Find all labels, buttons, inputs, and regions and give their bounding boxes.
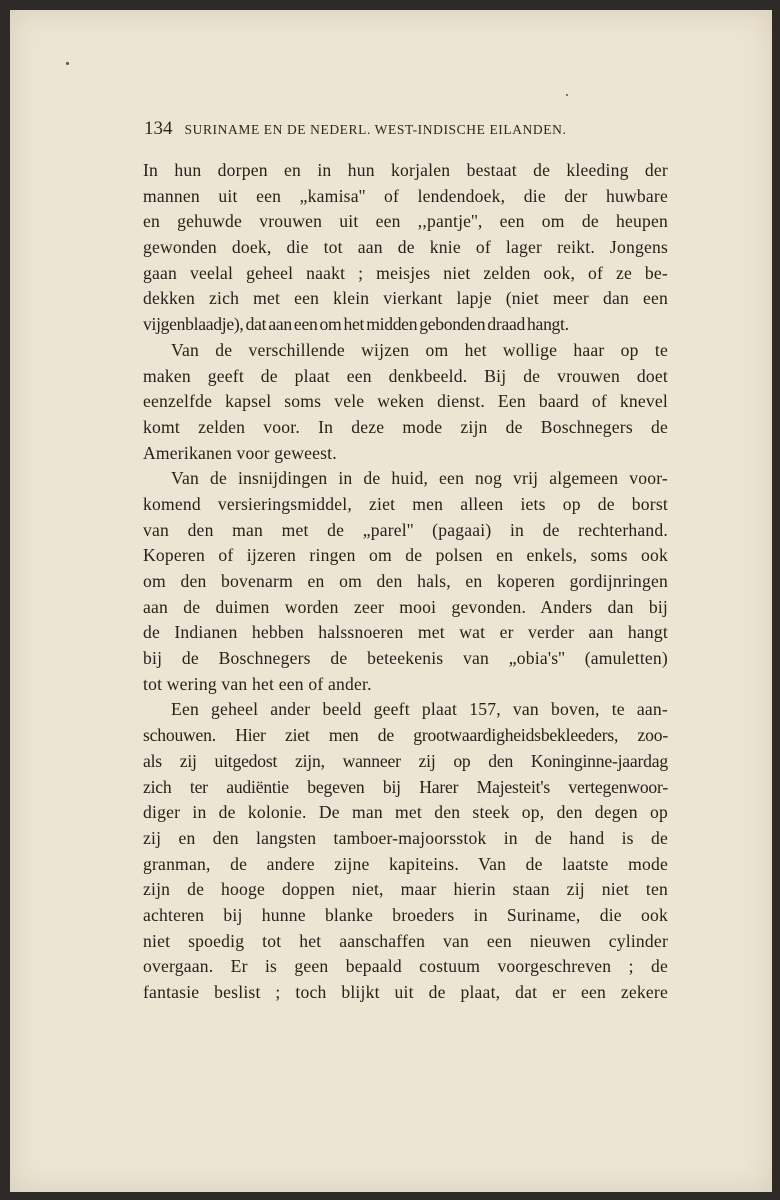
text-line: als zij uitgedost zijn, wanneer zij op den Koninginne-jaardag [143,750,668,771]
text-line: Koperen of ijzeren ringen om de polsen en enkels, soms ook [143,545,668,566]
paper-speck [66,62,69,65]
text-line: gaan veelal geheel naakt ; meisjes niet zelden ook, of ze be- [143,262,668,283]
text-line: Amerikanen voor geweest. [143,442,337,463]
text-line: zij en den langsten tamboer-majoorsstok in de hand is de [143,827,668,848]
body-text [143,158,668,1006]
page-number: 134 [144,118,173,139]
text-line: granman, de andere zijne kapiteins. Van de laatste mode [143,853,668,874]
text-line: bij de Boschnegers de beteekenis van „obia's'' (amuletten) [143,648,668,669]
text-line: vijgenblaadje), dat aan een om het midden gebonden draad hangt. [143,314,569,335]
text-line: zich ter audiëntie begeven bij Harer Majesteit's vertegenwoor- [143,776,668,797]
text-line: tot wering van het een of ander. [143,673,372,694]
text-line: Een geheel ander beeld geeft plaat 157, van boven, te aan- [171,699,668,720]
text-line: om den bovenarm en om den hals, en koperen gordijnringen [143,571,668,591]
text-line: en gehuwde vrouwen uit een ,,pantje'', een om de heupen [143,211,668,232]
text-line: dekken zich met een klein vierkant lapje (niet meer dan een [143,288,668,309]
text-line: Van de verschillende wijzen om het wollige haar op te [171,339,668,360]
text-line: schouwen. Hier ziet men de grootwaardigheidsbekleeders, zoo- [143,725,668,746]
book-page [10,10,772,1192]
text-line: gewonden doek, die tot aan de knie of lager reikt. Jongens [143,237,668,258]
text-line: zijn de hooge doppen niet, maar hierin staan zij niet ten [143,879,668,900]
text-line: diger in de kolonie. De man met den steek op, den degen op [143,802,668,823]
text-line: Van de insnijdingen in de huid, een nog vrij algemeen voor- [171,468,668,489]
text-line: overgaan. Er is geen bepaald costuum voorgeschreven ; de [143,956,668,977]
text-line: mannen uit een „kamisa'' of lendendoek, die der huwbare [143,185,668,206]
text-line: de Indianen hebben halssnoeren met wat er verder aan hangt [143,622,668,643]
text-line: komt zelden voor. In deze mode zijn de Boschnegers de [143,416,668,437]
text-line: niet spoedig tot het aanschaffen van een nieuwen cylinder [143,930,668,951]
text-line: eenzelfde kapsel soms vele weken dienst. Een baard of knevel [143,391,668,412]
running-head [144,118,644,140]
text-line: fantasie beslist ; toch blijkt uit de plaat, dat er een zekere [143,982,668,1002]
running-head-title: SURINAME EN DE NEDERL. WEST-INDISCHE EILANDEN. [184,122,567,137]
text-line: In hun dorpen en in hun korjalen bestaat de kleeding der [143,160,668,180]
text-line: komend versieringsmiddel, ziet men alleen iets op de borst [143,493,668,514]
text-line: maken geeft de plaat een denkbeeld. Bij de vrouwen doet [143,365,668,386]
text-line: aan de duimen worden zeer mooi gevonden. Anders dan bij [143,596,668,617]
paper-speck [566,94,568,96]
text-line: van den man met de „parel'' (pagaai) in de rechterhand. [143,519,668,540]
text-line: achteren bij hunne blanke broeders in Suriname, die ook [143,904,668,925]
